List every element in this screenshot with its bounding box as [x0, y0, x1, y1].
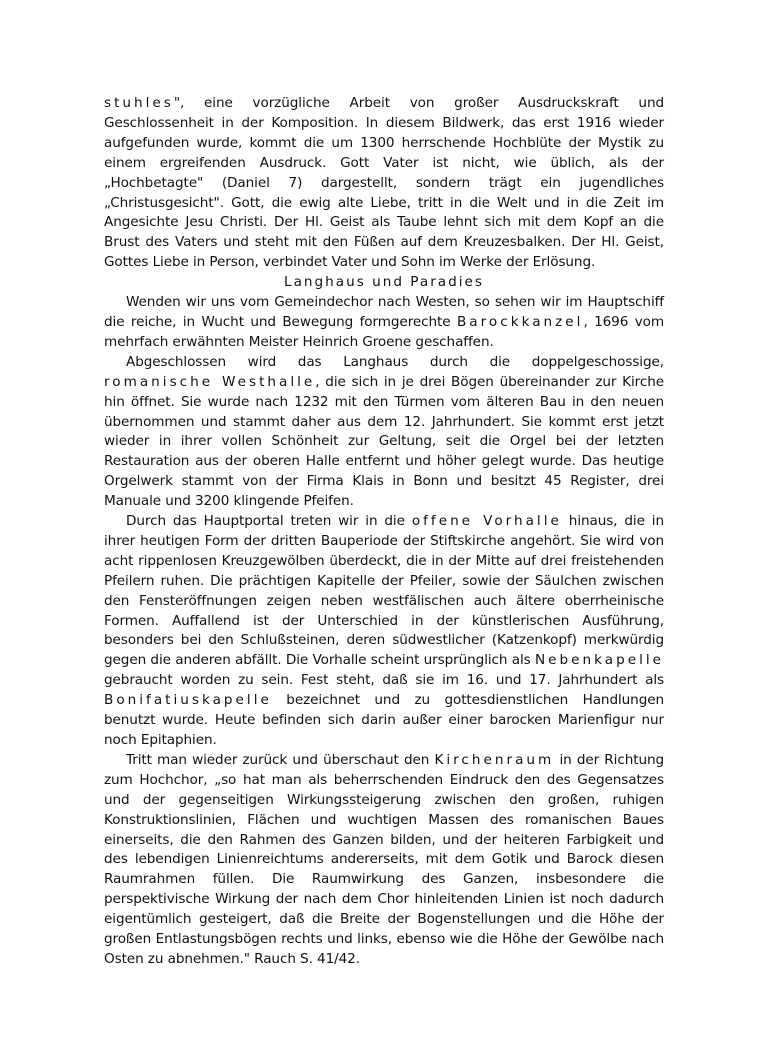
paragraph-2 [104, 293, 664, 353]
paragraph-4 [104, 512, 664, 751]
paragraph-1 [104, 94, 664, 273]
document-page [104, 94, 664, 970]
emphasized-text: Kirchenraum [434, 751, 555, 768]
text-segment: ", eine vorzügliche Arbeit von großer Ausdruckskraft und Geschlossenheit in der Komposition. In diesem Bildwerk, das erst 1916 wieder aufgefunden wurde, kommt die um 1300 herrschende Hochblüte der Mystik zu einem ergreifenden Ausdruck. Gott Vater ist nicht, wie üblich, als der „Hochbetagte" (Daniel 7) dargestellt, sondern trägt ein jugendliches „Christusgesicht". Gott, die ewig alte Liebe, tritt in die Welt und in die Zeit im Angesichte Jesu Christi. Der Hl. Geist als Taube lehnt sich mit dem Kopf an die Brust des Vaters und steht mit den Füßen auf dem Kreuzesbalken. Der Hl. Geist, Gottes Liebe in Person, verbindet Vater und Sohn im Werke der Erlösung. [104, 95, 664, 271]
section-heading: Langhaus und Paradies [284, 274, 484, 291]
text-segment: , 1696 vom mehrfach erwähnten Meister Heinrich Groene geschaffen. [104, 313, 665, 350]
text-segment: hinaus, die in ihrer heutigen Form der dritten Bauperiode der Stiftskirche angehört. Sie wird von acht rippenlosen Kreuzgewölben überdeckt, die in der Mitte auf drei freistehenden Pfeilern ruhen. Die prächtigen Kapitelle der Pfeiler, sowie der Säulchen zwischen den Fensteröffnungen zeigen neben westfälischen auch ältere oberrheinische Formen. Auffallend ist der Unterschied in der künstlerischen Ausführung, besonders bei den Schlußsteinen, deren südwestlicher (Katzenkopf) merkwürdig gegen die anderen abfällt. Die Vorhalle scheint ursprünglich als [104, 513, 664, 669]
emphasized-text: stuhles [104, 95, 174, 111]
text-segment: bezeichnet und zu gottesdienstlichen Handlungen benutzt wurde. Heute befinden sich darin außer einer barocken Marienfigur nur noch Epitaphien. [104, 692, 664, 748]
emphasized-text: Nebenkapelle [534, 652, 664, 669]
text-segment: Tritt man wieder zurück und überschaut den [126, 751, 435, 768]
text-segment: , die sich in je drei Bögen übereinander zur Kirche hin öffnet. Sie wurde nach 1232 mit den Türmen vom älteren Bau in den neuen übernommen und stammt daher aus dem 12. Jahrhundert. Sie kommt erst jetzt wieder in ihrer vollen Schönheit zur Geltung, seit die Orgel bei der letzten Restauration aus der oberen Halle entfernt und höher gelegt wurde. Das heutige Orgelwerk stammt von der Firma Klais in Bonn und besitzt 45 Register, drei Manuale und 3200 klingende Pfeifen. [104, 373, 664, 510]
emphasized-text: Bonifatiuskapelle [104, 692, 272, 709]
text-segment: Abgeschlossen wird das Langhaus durch die doppelgeschossige, [126, 353, 664, 370]
text-segment: in der Richtung zum Hochchor, „so hat man als beherrschenden Eindruck den des Gegensatzes und der gegenseitigen Wirkungssteigerung zwischen den großen, ruhigen Konstruktionslinien, Flächen und wuchtigen Massen des romanischen Baues einerseits, die den Rahmen des Ganzen bilden, und der heiteren Farbigkeit und des lebendigen Linienreichtums andererseits, mit dem Gotik und Barock diesen Raumrahmen füllen. Die Raumwirkung des Ganzen, insbesondere die perspektivische Wirkung der nach dem Chor hinleitenden Linien ist noch dadurch eigentümlich gesteigert, daß die Breite der Bogenstellungen und die Höhe der großen Entlastungsbögen rechts und links, ebenso wie die Höhe der Gewölbe nach Osten zu abnehmen." Rauch S. 41/42. [104, 751, 665, 967]
text-segment: Wenden wir uns vom Gemeindechor nach Westen, so sehen wir im Hauptschiff die reiche, in Wucht und Bewegung formgerechte [104, 294, 664, 330]
emphasized-text: romanische Westhalle [104, 373, 316, 390]
paragraph-5 [104, 751, 664, 970]
text-segment: Durch das Hauptportal treten wir in die [126, 513, 412, 530]
emphasized-text: offene Vorhalle [411, 513, 562, 530]
paragraph-3 [104, 353, 664, 512]
emphasized-text: Barockkanzel [456, 313, 584, 330]
text-segment: gebraucht worden zu sein. Fest steht, daß sie im 16. und 17. Jahrhundert als [104, 672, 664, 689]
